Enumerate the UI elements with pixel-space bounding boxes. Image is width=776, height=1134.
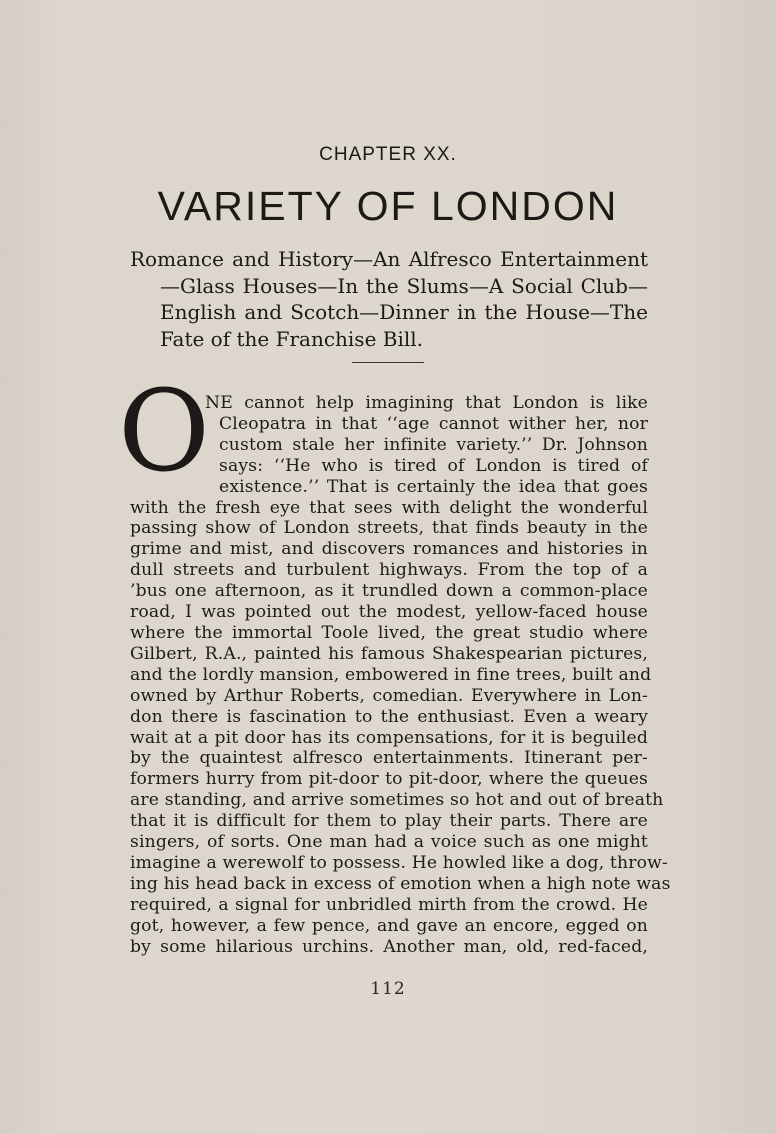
body-line: ’bus one afternoon, as it trundled down a common-place: [130, 581, 648, 602]
page-number: 112: [370, 979, 406, 999]
body-line: existence.’’ That is certainly the idea that goes: [219, 476, 648, 497]
body-line: where the immortal Toole lived, the great studio where: [130, 622, 648, 643]
body-line: and the lordly mansion, embowered in fine trees, built and: [130, 664, 652, 685]
body-line: wait at a pit door has its compensations, for it is beguiled: [130, 727, 648, 748]
body-line: owned by Arthur Roberts, comedian. Everywhere in Lon-: [130, 685, 648, 706]
body-line: says: ‘‘He who is tired of London is tired of: [219, 455, 648, 476]
chapter-title: VARIETY OF LONDON: [157, 183, 619, 229]
section-divider: [352, 362, 424, 363]
body-line: with the fresh eye that sees with delight the wonderful: [130, 497, 648, 518]
body-line: imagine a werewolf to possess. He howled like a dog, throw-: [130, 852, 668, 873]
body-line: are standing, and arrive sometimes so hot and out of breath: [130, 790, 664, 811]
body-text: [130, 393, 671, 957]
chapter-number: CHAPTER XX.: [319, 144, 457, 165]
body-line: road, I was pointed out the modest, yellow-faced house: [130, 602, 648, 623]
body-line: don there is fascination to the enthusiast. Even a weary: [130, 706, 648, 727]
body-line: singers, of sorts. One man had a voice such as one might: [130, 832, 648, 853]
body-line: got, however, a few pence, and gave an encore, egged on: [130, 915, 648, 936]
body-line: dull streets and turbulent highways. From the top of a: [130, 560, 648, 581]
body-line: passing show of London streets, that finds beauty in the: [130, 518, 648, 539]
body-line: custom stale her infinite variety.’’ Dr. Johnson: [219, 434, 648, 455]
body-line: by some hilarious urchins. Another man, old, red-faced,: [130, 936, 648, 957]
drop-cap-letter: O: [118, 367, 210, 497]
body-line: grime and mist, and discovers romances and histories in: [130, 539, 648, 560]
chapter-synopsis: Romance and History—An Alfresco Entertainment—Glass Houses—In the Slums—A Social Club—English and Scotch—Dinner in the House—The Fate of the Franchise Bill.: [130, 247, 648, 351]
body-line: Cleopatra in that ‘‘age cannot wither her, nor: [219, 413, 648, 434]
body-line: Gilbert, R.A., painted his famous Shakespearian pictures,: [130, 643, 648, 664]
body-line: ing his head back in excess of emotion when a high note was: [130, 873, 671, 894]
body-line: required, a signal for unbridled mirth from the crowd. He: [130, 894, 648, 915]
body-line: NE cannot help imagining that London is like: [205, 393, 648, 413]
body-line: formers hurry from pit-door to pit-door, where the queues: [130, 769, 648, 790]
body-line: by the quaintest alfresco entertainments. Itinerant per-: [130, 748, 648, 769]
body-line: that it is difficult for them to play their parts. There are: [130, 811, 648, 832]
